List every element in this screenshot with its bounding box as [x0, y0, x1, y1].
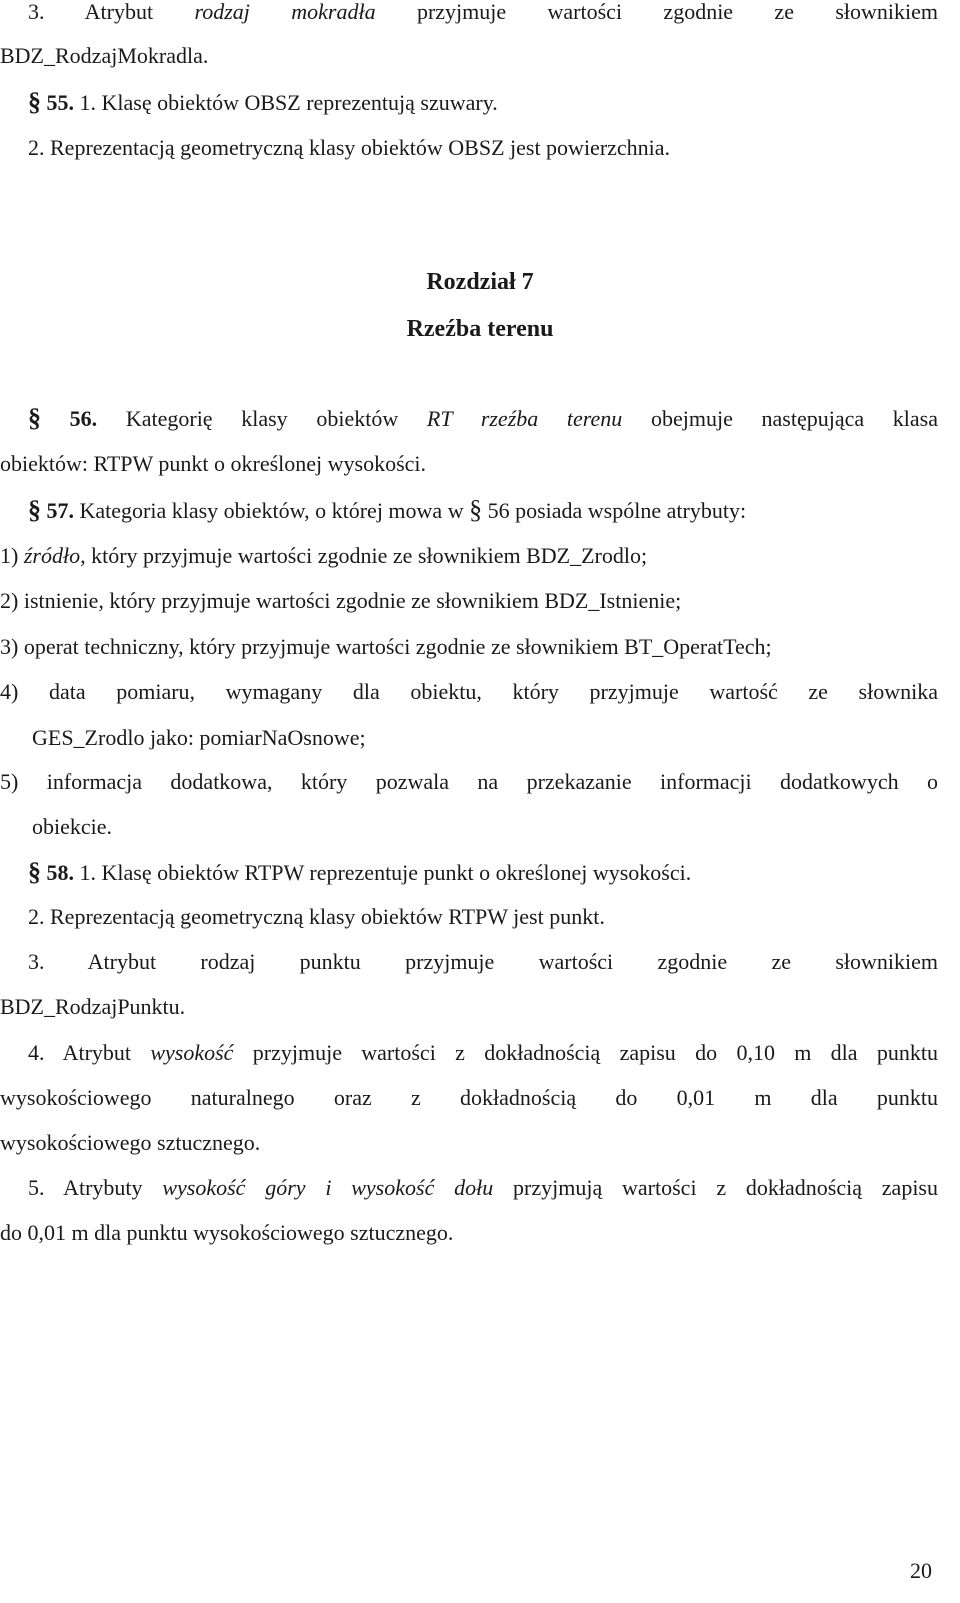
- paragraph-line: obiektów: RTPW punkt o określonej wysokości.: [0, 451, 427, 476]
- chapter-heading: Rozdział 7: [426, 269, 534, 295]
- list-item-continuation: GES_Zrodlo jako: pomiarNaOsnowe;: [32, 725, 366, 750]
- paragraph-line: § 55. 1. Klasę obiektów OBSZ reprezentują szuwary.: [28, 87, 498, 116]
- paragraph-line: § 57. Kategoria klasy obiektów, o której mowa w § 56 posiada wspólne atrybuty:: [28, 495, 747, 524]
- paragraph-line: 5. Atrybuty wysokość góry i wysokość dołu przyjmują wartości z dokładnością zapisu: [28, 1175, 938, 1200]
- paragraph-line: § 56. Kategorię klasy obiektów RT rzeźba terenu obejmuje następująca klasa: [28, 403, 938, 432]
- paragraph-line: 3. Atrybut rodzaj mokradła przyjmuje wartości zgodnie ze słownikiem: [28, 0, 938, 24]
- page-number: 20: [910, 1558, 932, 1583]
- list-item: 4) data pomiaru, wymagany dla obiektu, który przyjmuje wartość ze słownika: [0, 679, 938, 704]
- paragraph-line: BDZ_RodzajMokradla.: [0, 43, 209, 68]
- chapter-title: Rzeźba terenu: [406, 316, 554, 342]
- paragraph-line: 2. Reprezentacją geometryczną klasy obiektów RTPW jest punkt.: [28, 904, 605, 929]
- list-item: 5) informacja dodatkowa, który pozwala na przekazanie informacji dodatkowych o: [0, 769, 938, 794]
- list-item: 2) istnienie, który przyjmuje wartości zgodnie ze słownikiem BDZ_Istnienie;: [0, 588, 682, 613]
- paragraph-line: § 58. 1. Klasę obiektów RTPW reprezentuje punkt o określonej wysokości.: [28, 857, 692, 886]
- paragraph-line: 4. Atrybut wysokość przyjmuje wartości z dokładnością zapisu do 0,10 m dla punktu: [28, 1040, 938, 1065]
- paragraph-line: wysokościowego naturalnego oraz z dokładnością do 0,01 m dla punktu: [0, 1085, 938, 1110]
- paragraph-line: wysokościowego sztucznego.: [0, 1130, 261, 1155]
- paragraph-line: 2. Reprezentacją geometryczną klasy obiektów OBSZ jest powierzchnia.: [28, 135, 671, 160]
- list-item-continuation: obiekcie.: [32, 814, 113, 839]
- list-item: 3) operat techniczny, który przyjmuje wartości zgodnie ze słownikiem BT_OperatTech;: [0, 634, 772, 659]
- paragraph-line: do 0,01 m dla punktu wysokościowego sztucznego.: [0, 1220, 454, 1245]
- paragraph-line: BDZ_RodzajPunktu.: [0, 994, 186, 1019]
- paragraph-line: 3. Atrybut rodzaj punktu przyjmuje wartości zgodnie ze słownikiem: [28, 949, 938, 974]
- list-item: 1) źródło, który przyjmuje wartości zgodnie ze słownikiem BDZ_Zrodlo;: [0, 543, 648, 568]
